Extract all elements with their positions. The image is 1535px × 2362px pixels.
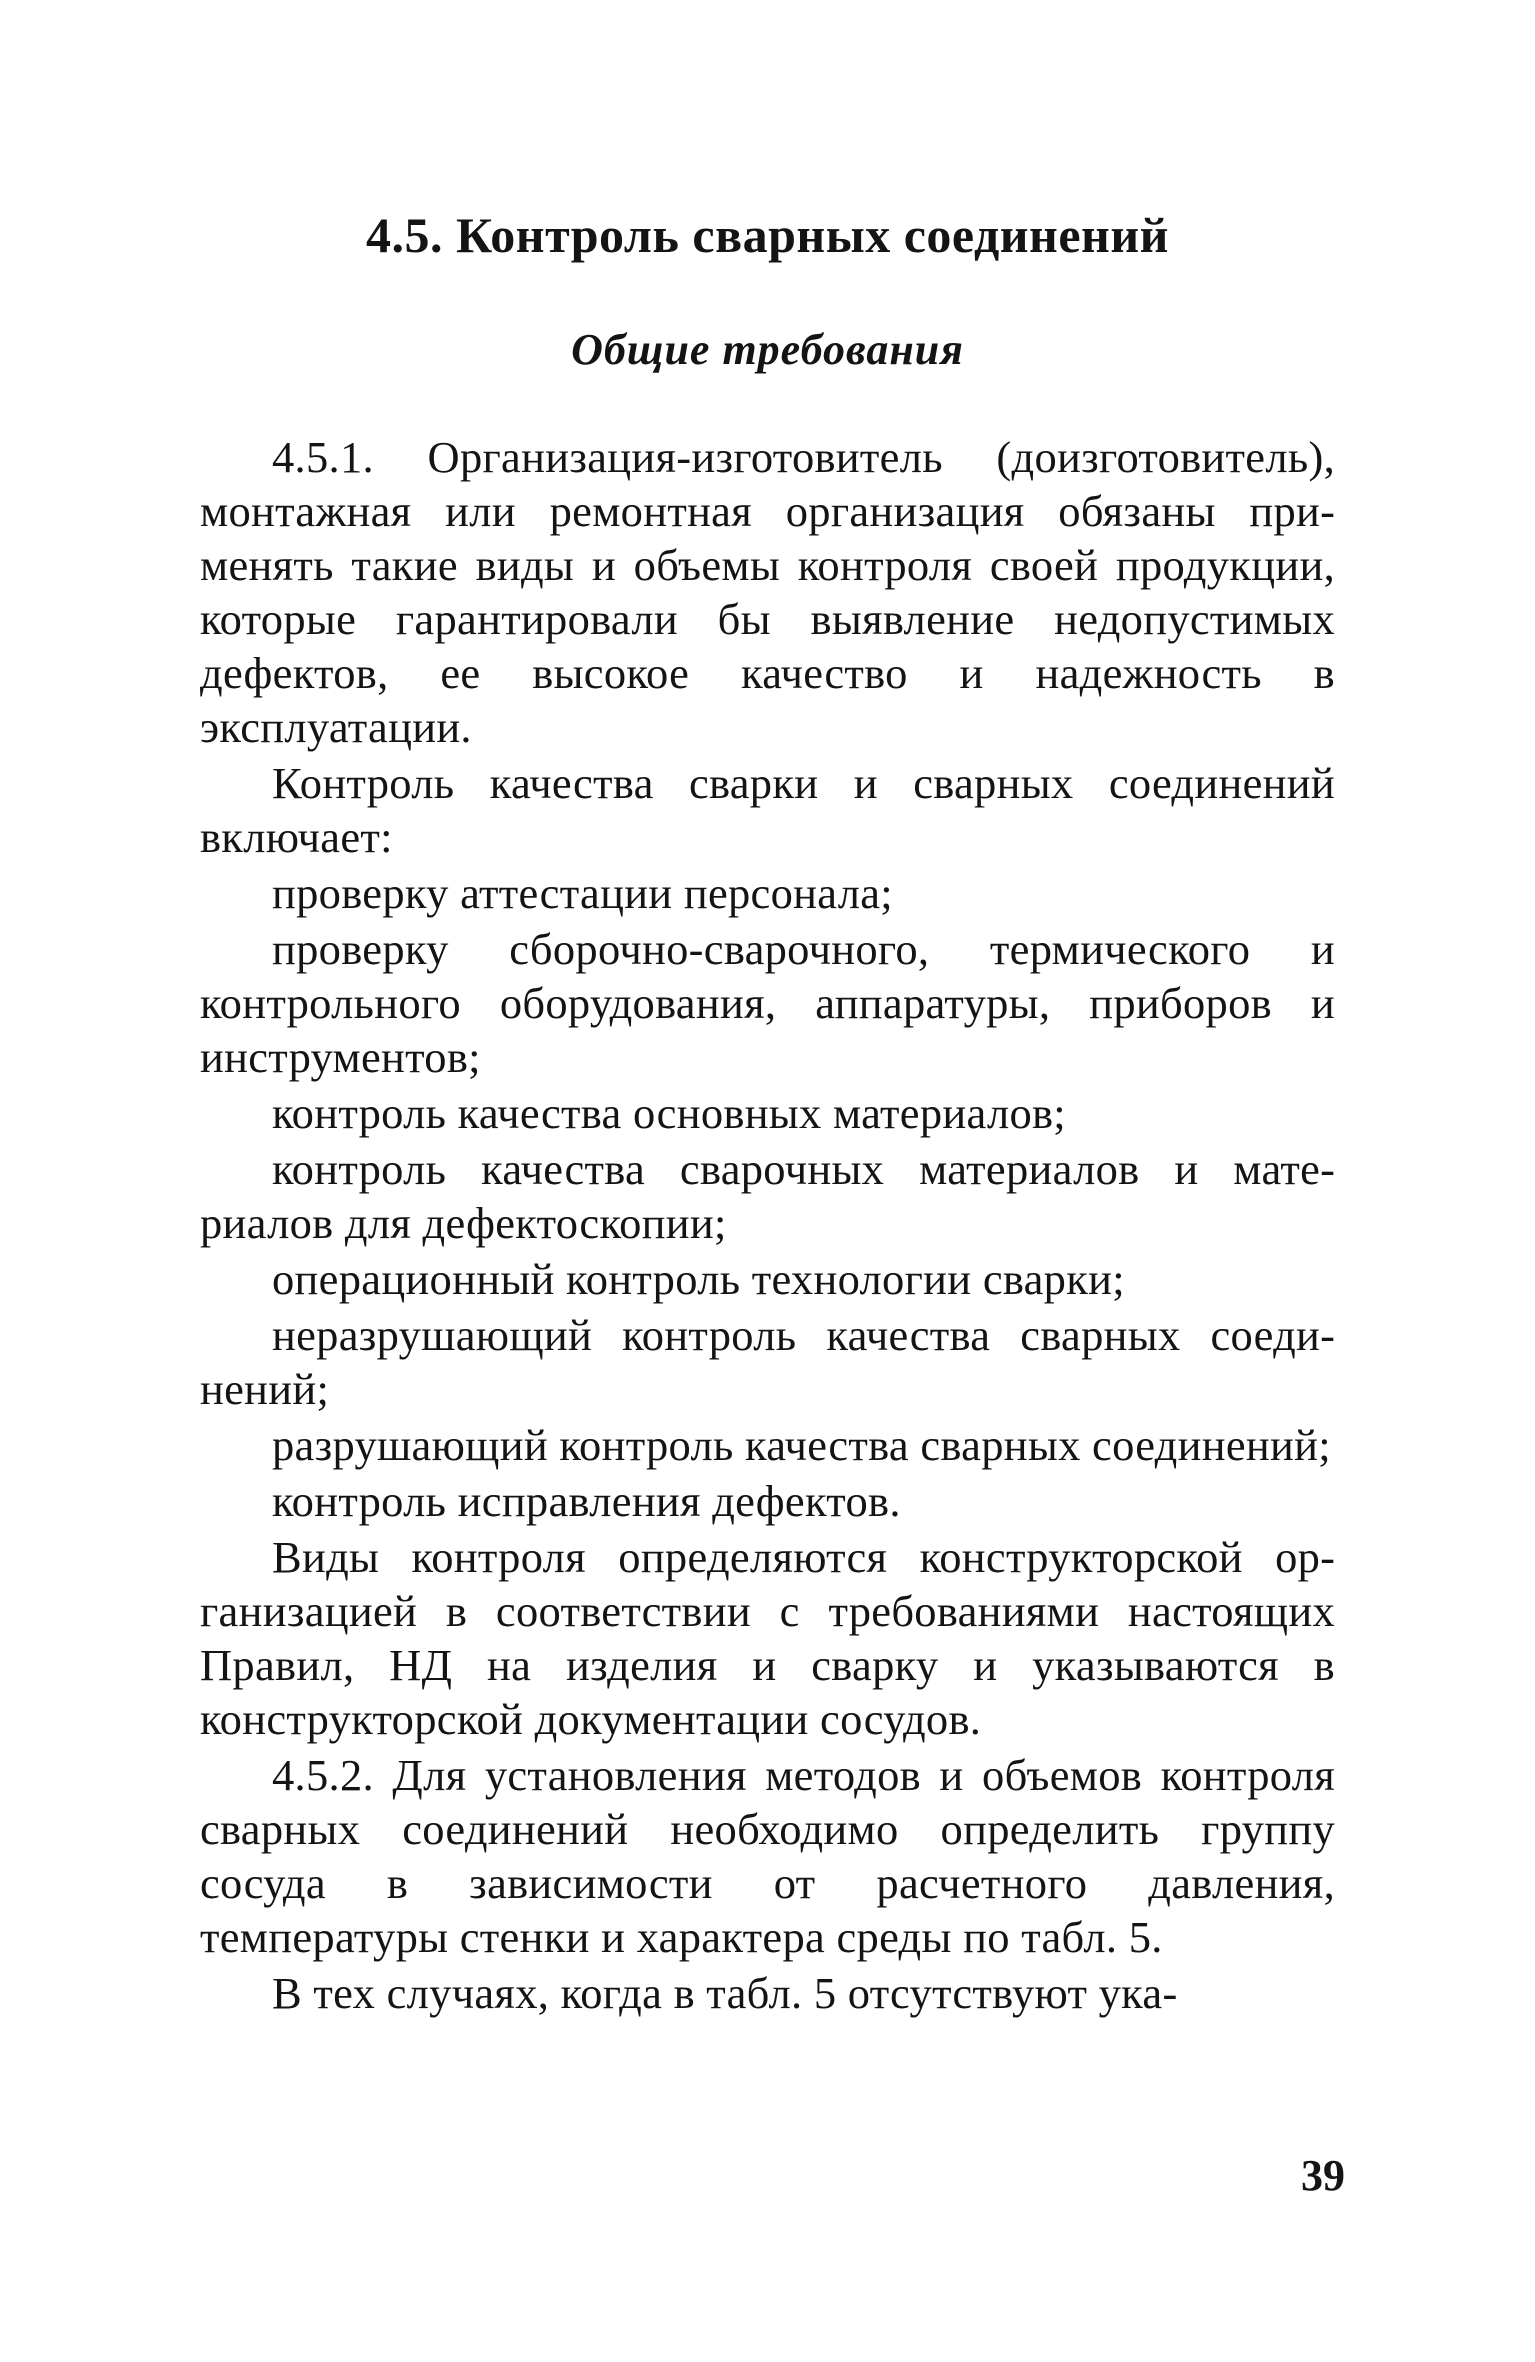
paragraph-control-includes: Контроль качества сварки и сварных соединений включает: [200, 758, 1335, 862]
paragraph-4-5-2: 4.5.2. Для установления методов и объемов контроля сварных соединений необходимо определить группу сосуда в зависимости от расчетного давления, температуры стенки и характера среды по табл. 5. [200, 1750, 1335, 1962]
body-text [200, 430, 1335, 2020]
paragraph-continuation: В тех случаях, когда в табл. 5 отсутствуют ука- [272, 1968, 1178, 2018]
paragraph-4-5-1: 4.5.1. Организация-изготовитель (доизготовитель), монтажная или ремонтная организация обязаны применять такие виды и объемы контроля своей продукции, которые гарантировали бы выявление недопустимых дефектов, ее высокое качество и надежность в эксплуатации. [200, 432, 1335, 752]
list-item: неразрушающий контроль качества сварных соединений; [200, 1310, 1335, 1414]
paragraph-control-types: Виды контроля определяются конструкторской организацией в соответствии с требованиями настоящих Правил, НД на изделия и сварку и указываются в конструкторской документации сосудов. [200, 1532, 1335, 1744]
list-item: проверку аттестации персонала; [272, 868, 893, 918]
list-item: контроль исправления дефектов. [272, 1476, 901, 1526]
section-title: 4.5. Контроль сварных соединений [366, 207, 1169, 263]
subsection-title: Общие требования [571, 325, 964, 374]
list-item: разрушающий контроль качества сварных соединений; [272, 1420, 1331, 1470]
list-item: контроль качества основных материалов; [272, 1088, 1066, 1138]
list-item: проверку сборочно-сварочного, термического и контрольного оборудования, аппаратуры, приборов и инструментов; [200, 924, 1335, 1082]
list-item: контроль качества сварочных материалов и материалов для дефектоскопии; [200, 1144, 1335, 1248]
list-item: операционный контроль технологии сварки; [272, 1254, 1125, 1304]
page-number: 39 [1301, 2151, 1345, 2200]
